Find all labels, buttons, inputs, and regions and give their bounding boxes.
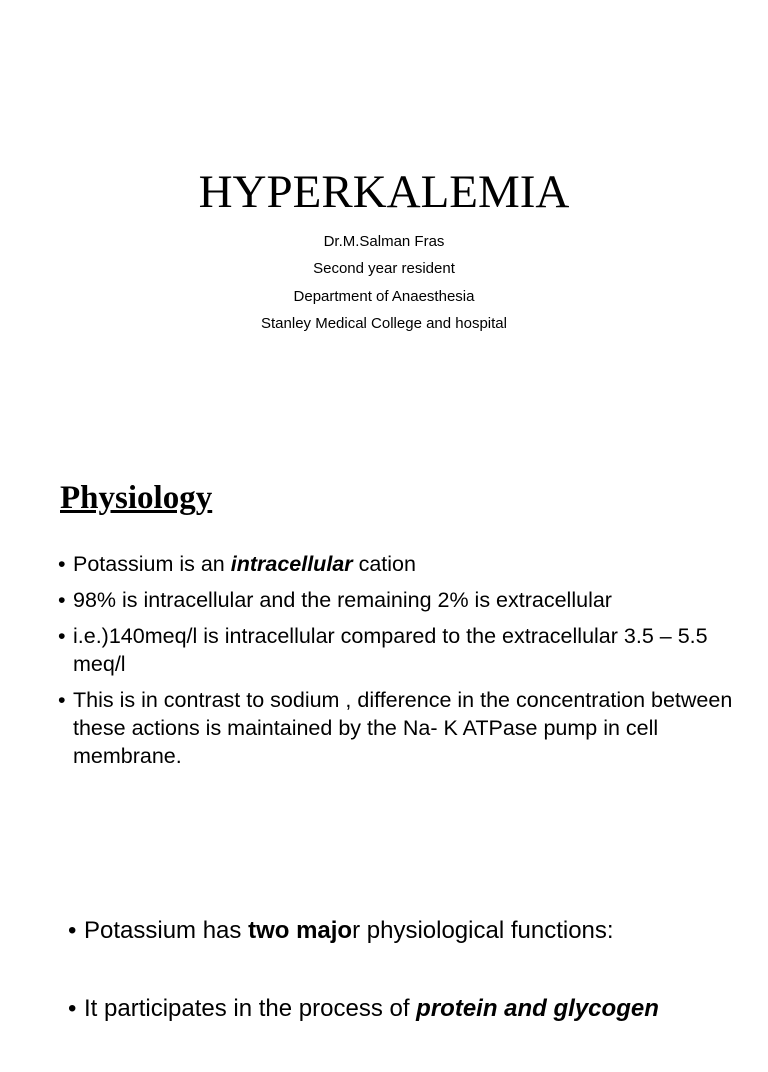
- bullet-text: cation: [352, 552, 416, 576]
- title-slide: [0, 0, 768, 384]
- bullet-icon: •: [58, 688, 66, 712]
- bullet-icon: •: [58, 552, 66, 576]
- list-item: [58, 586, 738, 614]
- bullet-list: [58, 550, 738, 778]
- list-item: [68, 994, 768, 1024]
- bullet-text: This is in contrast to sodium , difference in the concentration between these actions is maintained by the Na- K ATPase pump in cell membrane.: [73, 688, 733, 768]
- bullet-list: [68, 916, 768, 1072]
- list-item: [68, 916, 768, 946]
- bullet-icon: •: [68, 917, 77, 944]
- emphasis-text: intracellular: [230, 552, 353, 576]
- author-department: Department of Anaesthesia: [293, 287, 475, 305]
- bullet-text: It participates in the process of: [84, 995, 417, 1022]
- strong-text: two majo: [248, 917, 353, 944]
- list-item: [58, 686, 738, 770]
- section-heading: Physiology: [60, 480, 213, 516]
- emphasis-text: protein and glycogen: [416, 995, 659, 1022]
- bullet-icon: •: [58, 588, 66, 612]
- physiology-slide: [0, 430, 768, 850]
- bullet-text: 98% is intracellular and the remaining 2% is extracellular: [73, 588, 612, 612]
- bullet-icon: •: [58, 624, 66, 648]
- author-role: Second year resident: [313, 260, 455, 278]
- list-item: [58, 622, 738, 678]
- author-name: Dr.M.Salman Fras: [323, 233, 445, 250]
- bullet-text: r physiological functions:: [352, 917, 614, 944]
- author-block: [0, 228, 768, 338]
- bullet-text: Potassium has: [84, 917, 249, 944]
- bullet-text: Potassium is an: [73, 552, 231, 576]
- list-item: [58, 550, 738, 578]
- presentation-title: HYPERKALEMIA: [198, 166, 570, 218]
- functions-slide: [0, 880, 768, 1024]
- bullet-icon: •: [68, 995, 77, 1022]
- author-institution: Stanley Medical College and hospital: [261, 315, 507, 333]
- bullet-text: i.e.)140meq/l is intracellular compared to the extracellular 3.5 – 5.5 meq/l: [73, 624, 708, 676]
